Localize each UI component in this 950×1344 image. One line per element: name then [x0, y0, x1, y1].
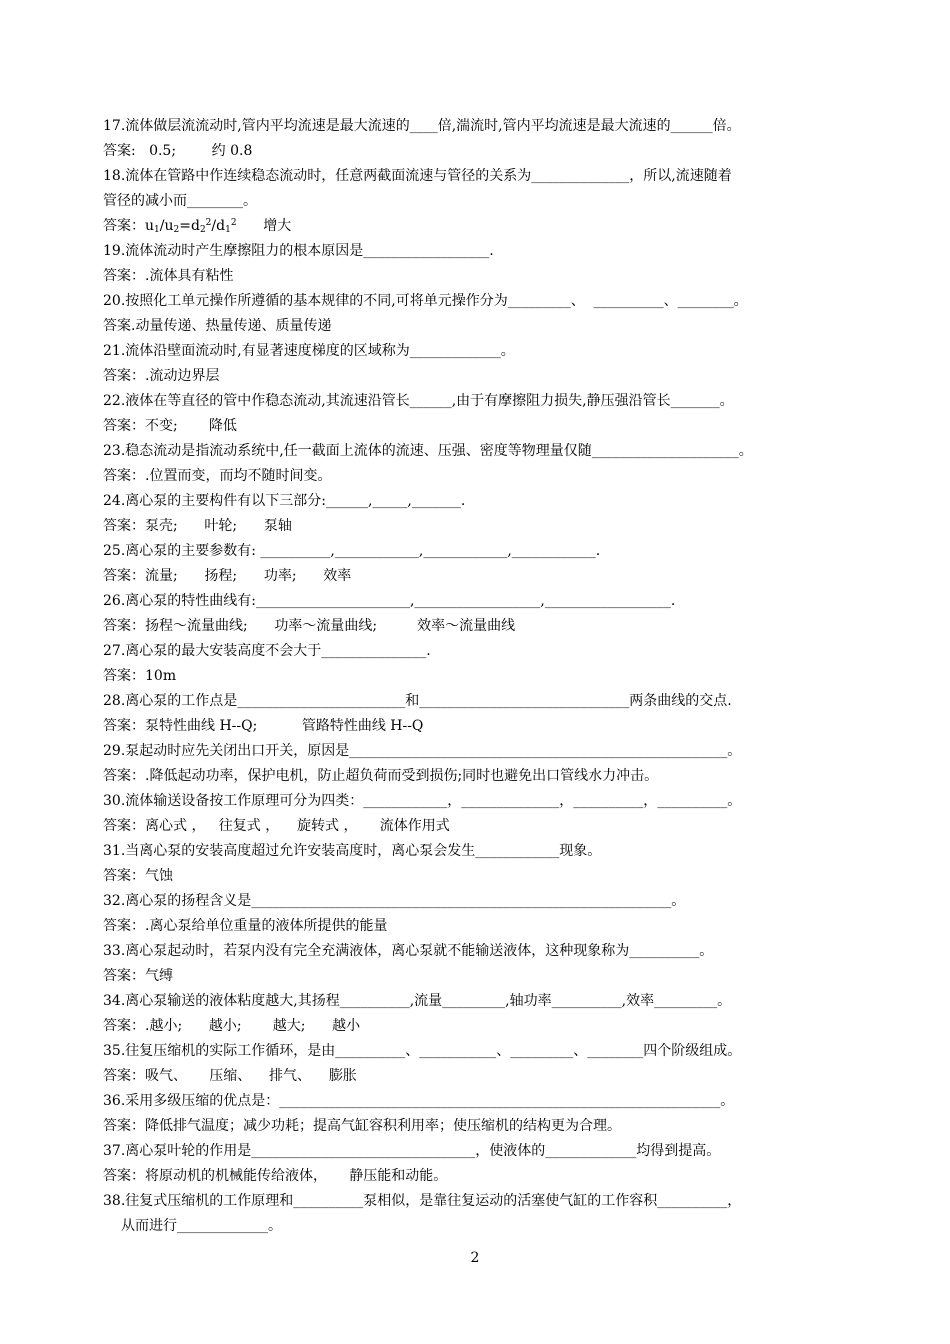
- answer-line: 答案：离心式 ， 往复式 ， 旋转式 ， 流体作用式: [103, 818, 450, 834]
- question-line: 17.流体做层流流动时,管内平均流速是最大流速的____倍,湍流时,管内平均流速是最大流速的______倍。: [103, 118, 741, 134]
- answer-line: 答案：泵特性曲线 H--Q; 管路特性曲线 H--Q: [103, 718, 424, 734]
- answer-line: 答案：.位置而变，而均不随时间变。: [103, 468, 332, 484]
- question-line: 管径的减小而________。: [103, 193, 257, 209]
- question-line: 38.往复式压缩机的工作原理和__________泵相似，是靠往复运动的活塞使气缸的工作容积__________，: [103, 1193, 742, 1209]
- answer-line: 答案：吸气、 压缩、 排气、 膨胀: [103, 1068, 357, 1084]
- answer-line: 答案.动量传递、热量传递、质量传递: [103, 318, 332, 334]
- answer-line: 答案：流量; 扬程; 功率; 效率: [103, 568, 352, 584]
- answer-line: 答案：.流动边界层: [103, 368, 220, 384]
- question-line: 19.流体流动时产生摩擦阻力的根本原因是__________________.: [103, 243, 494, 259]
- question-line: 32.离心泵的扬程含义是____________________________________________________________。: [103, 893, 686, 909]
- question-line: 34.离心泵输送的液体粘度越大,其扬程__________,流量_________,轴功率__________,效率_________。: [103, 993, 732, 1009]
- question-line: 35.往复压缩机的实际工作循环，是由__________、___________、_________、________四个阶级组成。: [103, 1043, 742, 1059]
- answer-line: 答案：.越小; 越小; 越大; 越小: [103, 1018, 361, 1034]
- answer-tail: 增大: [236, 218, 292, 234]
- answer-line: 答案：气蚀: [103, 868, 173, 884]
- answer-line: 答案：泵壳; 叶轮; 泵轴: [103, 518, 292, 534]
- question-line: 18.流体在管路中作连续稳态流动时，任意两截面流速与管径的关系为______________，所以,流速随着: [103, 168, 732, 184]
- question-line: 22.液体在等直径的管中作稳态流动,其流速沿管长______,由于有摩擦阻力损失,静压强沿管长_______。: [103, 393, 734, 409]
- answer-line: 答案：降低排气温度；减少功耗；提高气缸容积利用率；使压缩机的结构更为合理。: [103, 1118, 621, 1134]
- velocity-diameter-formula: $u_1/u_2=d_2^2/d_1^2$: [145, 218, 237, 235]
- document-body: [103, 114, 855, 1239]
- question-line: 21.流体沿壁面流动时,有显著速度梯度的区域称为_____________。: [103, 343, 515, 359]
- question-line: 28.离心泵的工作点是________________________和______________________________两条曲线的交点.: [103, 693, 732, 709]
- answer-prefix: 答案：: [103, 218, 145, 234]
- answer-line: 答案：.降低起动功率，保护电机，防止超负荷而受到损伤;同时也避免出口管线水力冲击。: [103, 768, 659, 784]
- answer-line: 答案：.离心泵给单位重量的液体所提供的能量: [103, 918, 388, 934]
- question-line: 24.离心泵的主要构件有以下三部分:______,_____,_______.: [103, 493, 466, 509]
- question-line: 37.离心泵叶轮的作用是________________________________，使液体的_____________均得到提高。: [103, 1143, 721, 1159]
- question-line: 27.离心泵的最大安装高度不会大于_______________.: [103, 643, 431, 659]
- answer-line: 答案：扬程～流量曲线; 功率～流量曲线; 效率～流量曲线: [103, 618, 516, 634]
- answer-line-formula: [103, 214, 855, 239]
- answer-line: 答案：不变; 降低: [103, 418, 237, 434]
- question-line: 20.按照化工单元操作所遵循的基本规律的不同,可将单元操作分为_________、 __________、________。: [103, 293, 748, 309]
- answer-line: 答案：将原动机的机械能传给液体， 静压能和动能。: [103, 1168, 448, 1184]
- question-line: 25.离心泵的主要参数有: __________,____________,____________,____________.: [103, 543, 601, 559]
- page-number: 2: [470, 1250, 480, 1266]
- question-line: 23.稳态流动是指流动系统中,任一截面上流体的流速、压强、密度等物理量仅随_____________________。: [103, 443, 753, 459]
- answer-line: 答案：气缚: [103, 968, 173, 984]
- question-line: 31.当离心泵的安装高度超过允许安装高度时，离心泵会发生____________现象。: [103, 843, 602, 859]
- question-line: 从而进行_____________。: [121, 1218, 282, 1234]
- question-line: 33.离心泵起动时，若泵内没有完全充满液体，离心泵就不能输送液体，这种现象称为__________。: [103, 943, 714, 959]
- answer-line: 答案: 0.5; 约 0.8: [103, 143, 253, 159]
- answer-line: 答案：10m: [103, 668, 177, 684]
- question-line: 26.离心泵的特性曲线有:______________________,__________________,__________________.: [103, 593, 676, 609]
- answer-line: 答案：.流体具有粘性: [103, 268, 234, 284]
- question-line: 29.泵起动时应先关闭出口开关，原因是______________________________________________________。: [103, 743, 742, 759]
- question-line: 36.采用多级压缩的优点是：_______________________________________________________________。: [103, 1093, 735, 1109]
- question-line: 30.流体输送设备按工作原理可分为四类：____________，______________，__________，__________。: [103, 793, 742, 809]
